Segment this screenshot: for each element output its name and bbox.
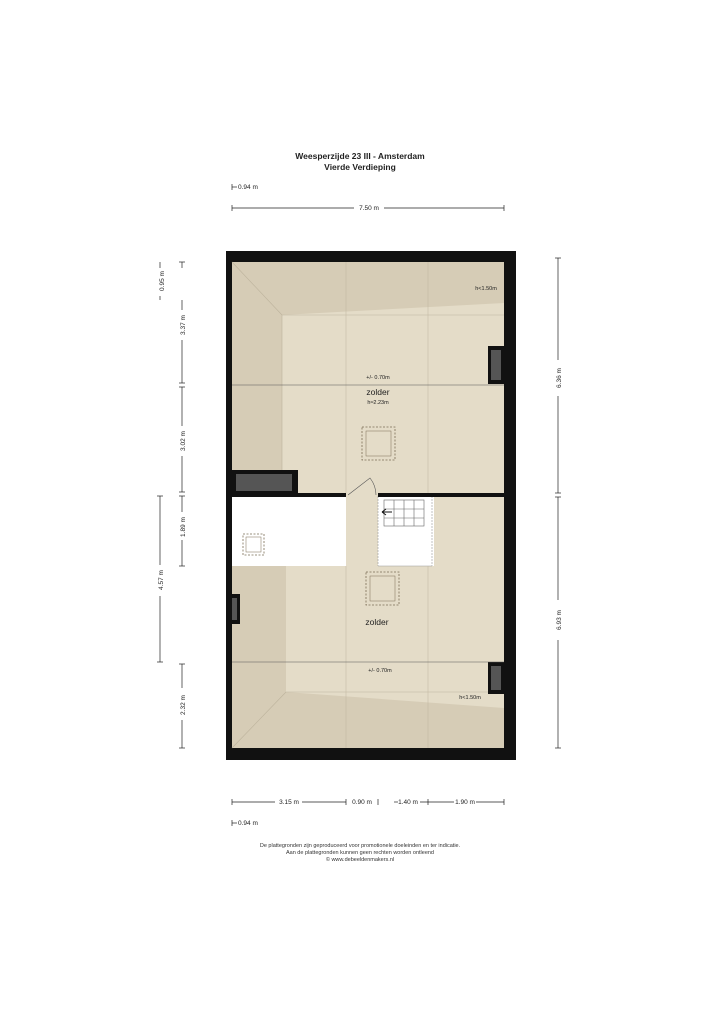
footer-copyright: © www.debeeldenmakers.nl [325, 857, 395, 863]
interior-wall-right [378, 493, 504, 497]
plan-title: Weesperzijde 23 III - Amsterdam [295, 151, 425, 161]
height-label-lower: +/- 0.70m [368, 668, 392, 674]
void-area-left [232, 496, 346, 566]
dim-left-4: 4.57 m [158, 570, 165, 590]
dim-right-bottom: 6.93 m [556, 610, 563, 630]
dim-left-1: 3.37 m [180, 315, 187, 335]
plan-subtitle: Vierde Verdieping [324, 162, 396, 172]
footer-disclaimer: De plattegronden zijn geproduceerd voor promotionele doeleinden en ter indicatie. [259, 843, 461, 849]
stair-void [378, 496, 434, 566]
dim-top-total: 7.50 m [359, 205, 379, 212]
building [226, 251, 516, 760]
dim-top-small: 0.94 m [238, 184, 258, 191]
dim-left-3: 1.89 m [180, 517, 187, 537]
dim-left-5: 2.32 m [180, 695, 187, 715]
height-label-upper: +/- 0.70m [366, 375, 390, 381]
dim-bottom-3: 1.40 m [398, 799, 418, 806]
dim-bottom-small: 0.94 m [238, 820, 258, 827]
dim-bottom-2: 0.90 m [352, 799, 372, 806]
dim-bottom-4: 1.90 m [455, 799, 475, 806]
room-name-lower: zolder [365, 617, 389, 627]
dim-bottom-1: 3.15 m [279, 799, 299, 806]
dim-left-0: 0.95 m [159, 271, 166, 291]
low-height-label-lower: h<1.50m [459, 695, 481, 701]
room-name-upper: zolder [366, 387, 390, 397]
low-height-label-upper: h<1.50m [475, 286, 497, 292]
room-height-upper: h≈2.23m [367, 400, 389, 406]
dim-right-top: 6.36 m [556, 368, 563, 388]
footer-rights: Aan de plattegronden kunnen geen rechten worden ontleend [285, 850, 434, 856]
dim-left-2: 3.02 m [180, 431, 187, 451]
